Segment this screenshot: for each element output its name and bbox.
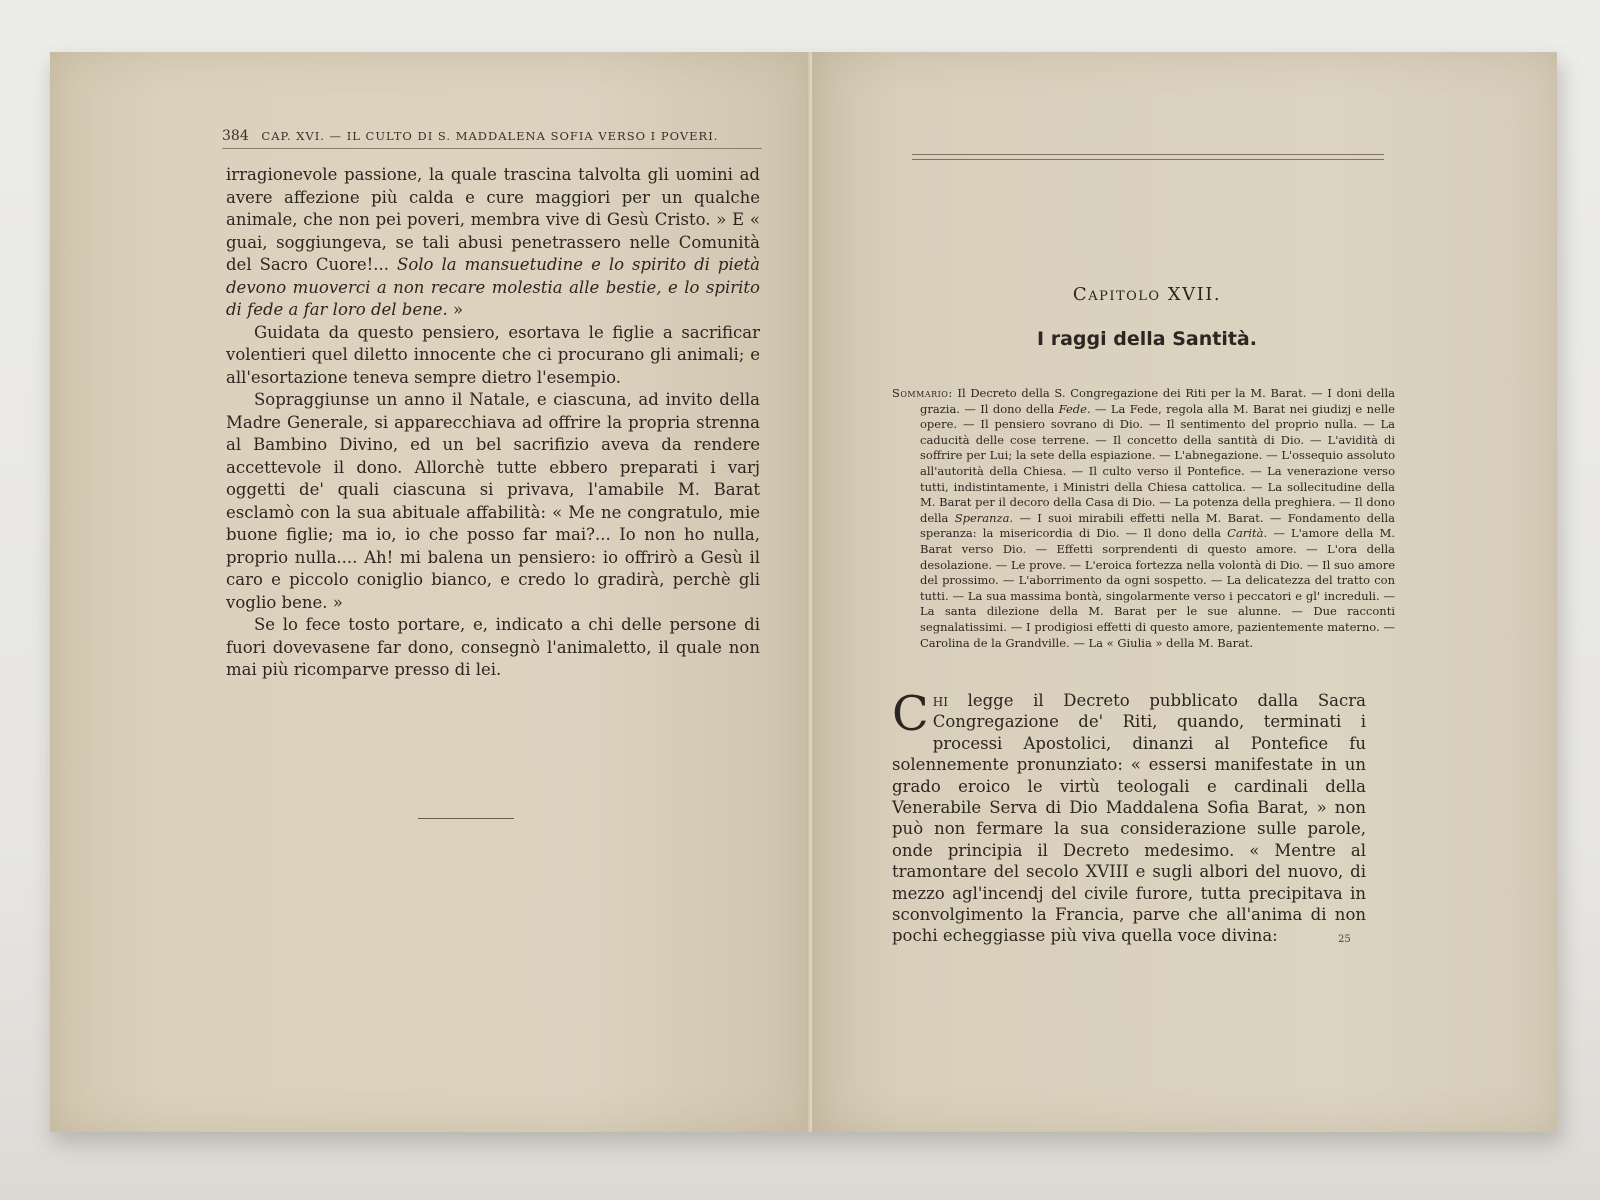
running-head-title: CAP. XVI. — IL CULTO DI S. MADDALENA SOFIA VERSO I POVERI.: [261, 129, 719, 143]
paragraph-1-close: »: [447, 300, 464, 319]
summary-speranza: Speranza.: [954, 510, 1014, 525]
paragraph-2: Guidata da questo pensiero, esortava le figlie a sacrificar volentieri quel diletto innocente che ci procurano gli animali; e all'esortazione teneva sempre dietro l'esempio.: [226, 322, 760, 387]
summary-fede: Fede.: [1058, 401, 1091, 416]
paragraph-1-text: irragionevole passione, la quale trascina talvolta gli uomini ad avere affezione più calda e cure maggiori per un qualche animale, che non pei poveri, membra vive di Gesù Cristo. » E « guai, soggiungeva, se tali abusi penetrassero nelle Comunità del Sacro Cuore!...: [226, 165, 760, 274]
chapter-title: I raggi della Santità.: [1037, 328, 1257, 350]
chapter-top-rule: [912, 154, 1384, 160]
summary-carita: Carità.: [1227, 526, 1268, 541]
page-number: 384: [222, 128, 249, 144]
chapter-summary: [892, 386, 1395, 651]
summary-text-3: — I suoi mirabili effetti nella M. Barat. — Fondamento della speranza: la misericordia di Dio. — Il dono della: [920, 510, 1395, 541]
chapter-body: [892, 686, 1366, 947]
summary-text-1: Il Decreto della S. Congregazione dei Riti per la M. Barat. — I doni della grazia. — Il dono della: [920, 386, 1395, 416]
summary-text-4: — L'amore della M. Barat verso Dio. — Effetti sorprendenti di questo amore. — L'ora della desolazione. — Le prove. — L'eroica fortezza nella volontà di Dio. — Il suo amore del prossimo. — L'aborrimento da ogni sospetto. — La delicatezza del tratto con tutti. — La sua massima bontà, singolarmente verso i peccatori e gl' increduli. — La santa dilezione della M. Barat per le sue alunne. — Due racconti segnalatissimi. — I prodigiosi effetti di questo amore, pazientemente materno. — Carolina de la Grandville. — La « Giulia » della M. Barat.: [920, 526, 1395, 650]
left-page-body: [226, 164, 760, 682]
section-end-rule: [418, 818, 514, 819]
chapter-number: Capitolo XVII.: [1072, 284, 1222, 305]
running-head-rule: [222, 148, 762, 149]
signature-mark: 25: [1338, 934, 1351, 945]
running-head: [222, 128, 762, 144]
paragraph-1-quote: Solo la mansuetudine e lo spirito di pietà devono muoverci a non recare molestia alle bestie, e lo spirito di fede a far loro del bene.: [226, 255, 761, 319]
summary-label: Sommario:: [892, 386, 953, 400]
paragraph-1: [226, 164, 760, 322]
summary-text-2: — La Fede, regola alla M. Barat nei giudizj e nelle opere. — Il pensiero sovrano di Dio. — Il sentimento del proprio nulla. — La caducità delle cose terrene. — Il concetto della santità di Dio. — L'avidità di soffrire per Lui; la sete della espiazione. — L'abnegazione. — L'ossequio assoluto all'autorità della Chiesa. — Il culto verso il Pontefice. — La venerazione verso tutti, indistintamente, i Ministri della Chiesa cattolica. — La sollecitudine della M. Barat per il decoro della Casa di Dio. — La potenza della preghiera. — Il dono della: [920, 401, 1395, 525]
paragraph-3: Sopraggiunse un anno il Natale, e ciascuna, ad invito della Madre Generale, si apparecchiava ad offrire la propria strenna al Bambino Divino, ed un bel sacrifizio aveva da rendere accettevole il dono. Allorchè tutte ebbero preparati i varj oggetti de' quali ciascuna si privava, l'amabile M. Barat esclamò con la sua abituale affabilità: « Me ne congratulo, mie buone figlie; ma io, io che posso far mai?... Io non ho nulla, proprio nulla.... Ah! mi balena un pensiero: io offrirò a Gesù il caro e piccolo coniglio bianco, e credo lo gradirà, perchè gli voglio bene. »: [226, 390, 760, 612]
right-page: [812, 52, 1557, 1132]
left-page: [50, 52, 811, 1132]
paragraph-4: Se lo fece tosto portare, e, indicato a chi delle persone di fuori dovevasene far dono, consegnò l'animaletto, il quale non mai più ricomparve presso di lei.: [226, 615, 760, 679]
body-first-word: hi: [932, 691, 948, 710]
drop-cap: C: [892, 686, 929, 742]
body-text: legge il Decreto pubblicato dalla Sacra Congregazione de' Riti, quando, terminati i processi Apostolici, dinanzi al Pontefice fu solennemente pronunziato: « essersi manifestate in un grado eroico le virtù teologali e cardinali della Venerabile Serva di Dio Maddalena Sofia Barat, » non può non fermare la sua considerazione sulle parole, onde principia il Decreto medesimo. « Mentre al tramontare del secolo XVIII e sugli albori del nuovo, di mezzo agl'incendj del civile furore, tutta precipitava in sconvolgimento la Francia, parve che all'anima di non pochi echeggiasse più viva quella voce divina:: [892, 691, 1366, 946]
